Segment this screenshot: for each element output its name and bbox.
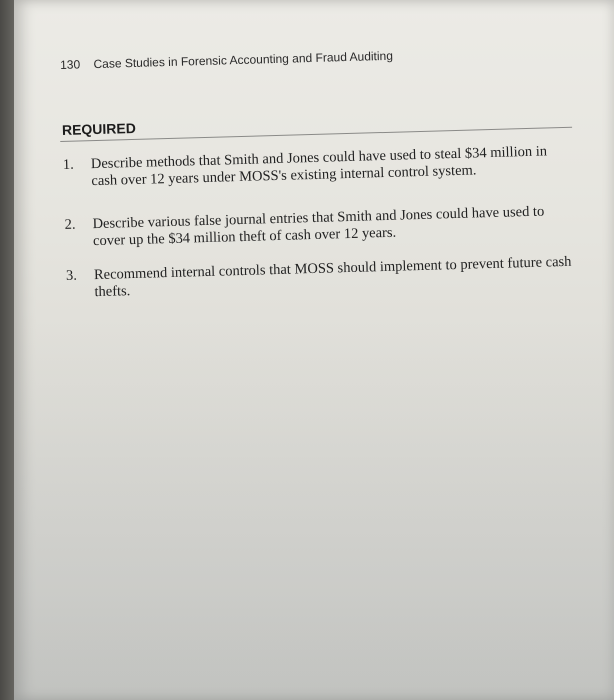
- item-number: 1.: [62, 156, 75, 173]
- section-divider: [60, 127, 572, 142]
- book-title: Case Studies in Forensic Accounting and Fraud Auditing: [93, 48, 394, 72]
- item-number: 3.: [65, 267, 78, 284]
- list-item: [62, 143, 575, 190]
- running-header: [60, 49, 393, 72]
- list-item: [65, 253, 578, 301]
- item-text: Describe various false journal entries that Smith and Jones could have used to cover up the $34 million theft of cash over 12 years.: [92, 203, 545, 250]
- item-text: Describe methods that Smith and Jones could have used to steal $34 million in cash over 12 years under MOSS's existing internal control system.: [90, 143, 548, 190]
- section-title: REQUIRED: [61, 119, 137, 138]
- item-text: Recommend internal controls that MOSS should implement to prevent future cash thefts.: [93, 253, 572, 301]
- list-item: [64, 203, 576, 250]
- page-number: 130: [59, 57, 81, 72]
- item-number: 2.: [64, 216, 76, 233]
